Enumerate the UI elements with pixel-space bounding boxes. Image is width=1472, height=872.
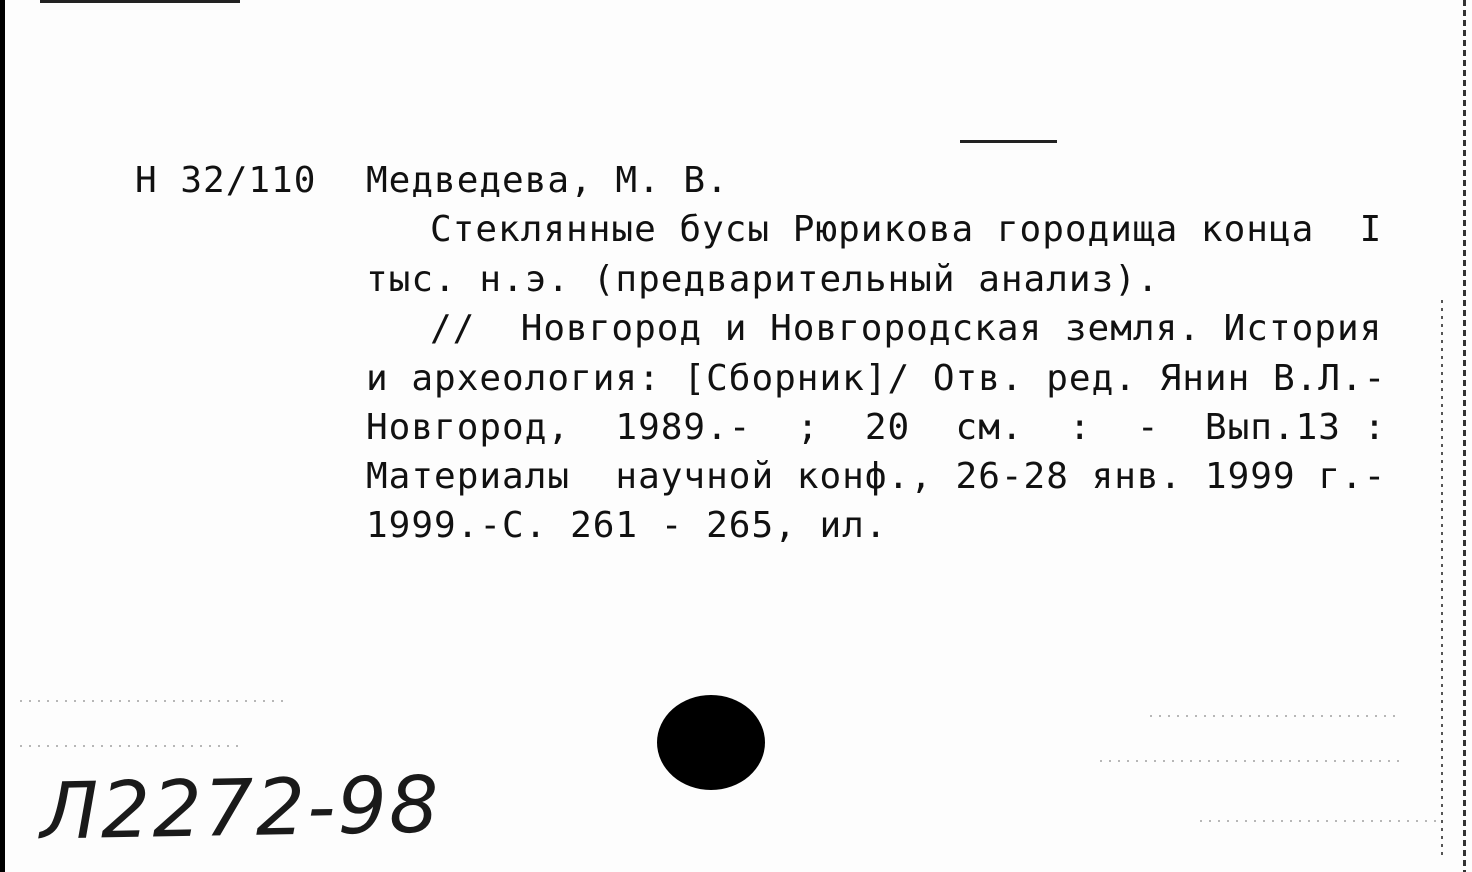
author-heading: Медведева, М. В. bbox=[366, 160, 729, 201]
scan-speckle bbox=[1200, 820, 1440, 822]
top-dash-mark bbox=[960, 140, 1057, 143]
scan-speckle bbox=[1100, 760, 1400, 762]
shelfmark: Н 32/110 bbox=[135, 160, 317, 201]
scan-speckle bbox=[20, 700, 290, 702]
punch-hole bbox=[657, 695, 765, 790]
source-line-5: 1999.-С. 261 - 265, ил. bbox=[366, 505, 888, 546]
title-line-2: тыс. н.э. (предварительный анализ). bbox=[366, 259, 1160, 300]
scan-speckle bbox=[1150, 715, 1400, 717]
card-inner-edge bbox=[1441, 300, 1443, 860]
source-line-3: Новгород, 1989.- ; 20 см. : - Вып.13 : bbox=[366, 407, 1387, 448]
source-line-1: // Новгород и Новгородская земля. История bbox=[430, 308, 1383, 349]
scan-speckle bbox=[20, 745, 240, 747]
source-line-4: Материалы научной конф., 26-28 янв. 1999 г.- bbox=[366, 456, 1387, 497]
title-line-1: Стеклянные бусы Рюрикова городища конца I bbox=[430, 209, 1383, 250]
card-right-edge bbox=[1463, 0, 1466, 872]
card-top-edge bbox=[40, 0, 240, 3]
source-line-2: и археология: [Сборник]/ Отв. ред. Янин В.Л.- bbox=[366, 358, 1387, 399]
card-left-edge bbox=[0, 0, 5, 872]
handwritten-accession-number: Л2272-98 bbox=[39, 760, 442, 858]
